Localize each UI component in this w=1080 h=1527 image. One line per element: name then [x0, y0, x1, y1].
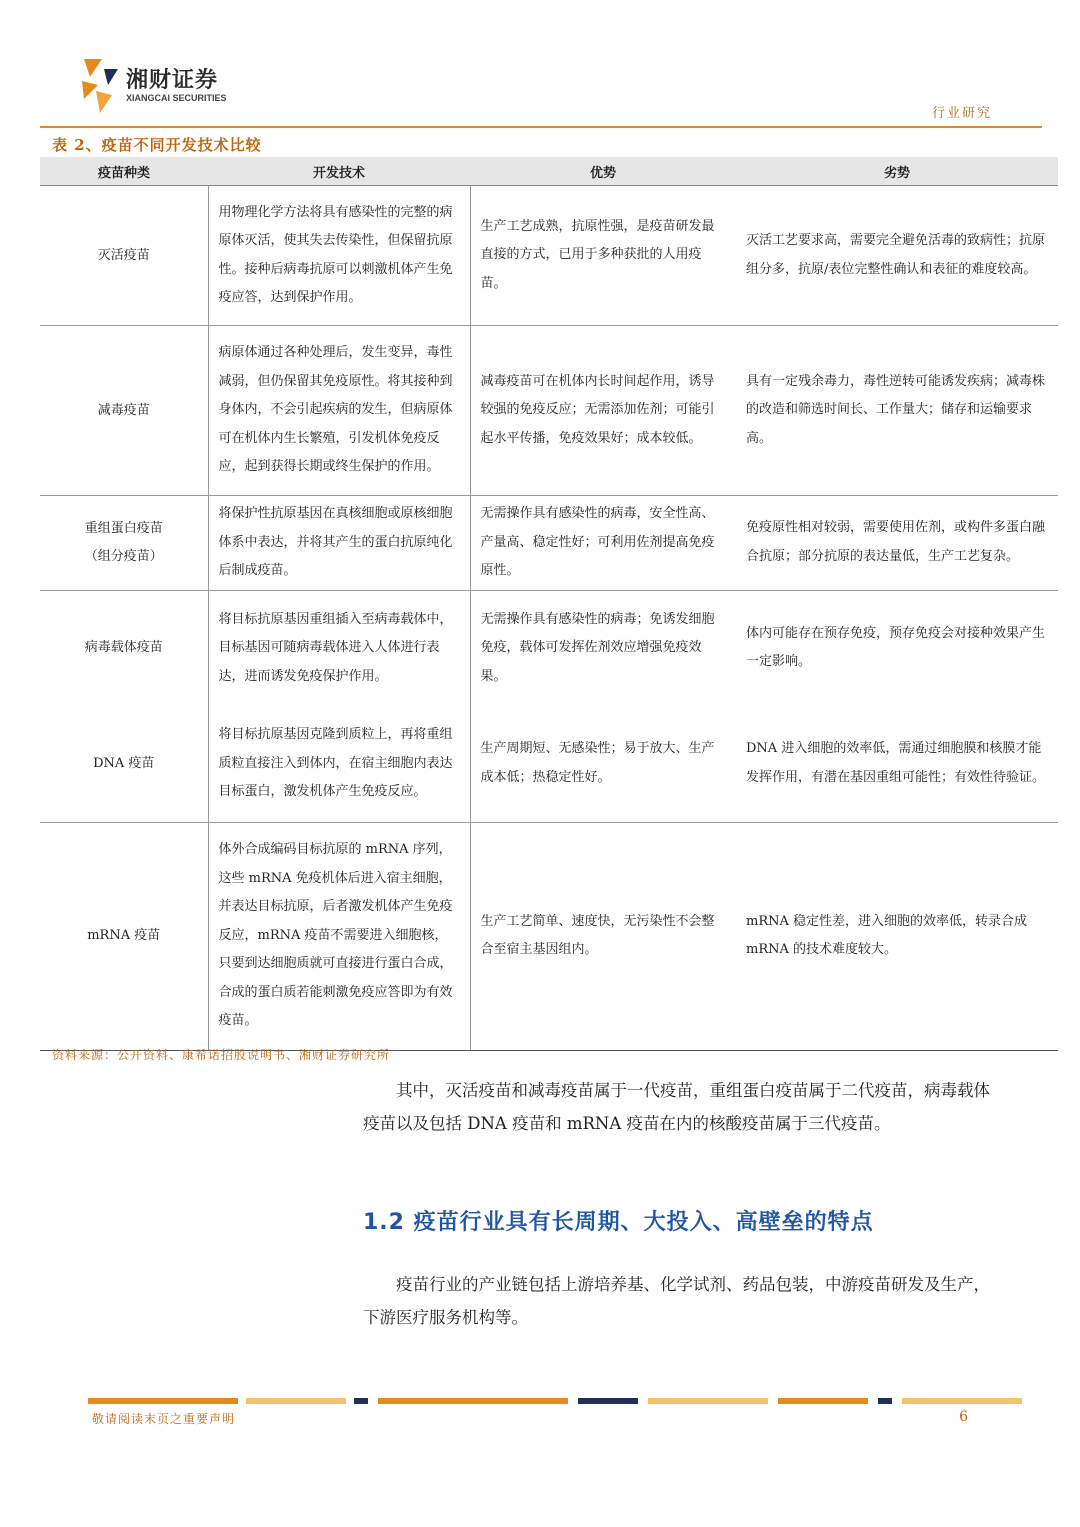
advantage-cell: 无需操作具有感染性的病毒；免诱发细胞免疫，载体可发挥佐剂效应增强免疫效果。	[480, 611, 715, 684]
section-heading: 1.2 疫苗行业具有长周期、大投入、高壁垒的特点	[363, 1210, 874, 1235]
disadvantage-cell: DNA 进入细胞的效率低，需通过细胞膜和核膜才能发挥作用，有潜在基因重组可能性；有效性待验证。	[736, 706, 1058, 822]
technology-cell: 病原体通过各种处理后，发生变异，毒性减弱，但仍保留其免疫原性。将其接种到身体内，不会引起疾病的发生，但病原体可在机体内生长繁殖，引发机体免疫反应，起到获得长期或终生保护的作用。	[208, 326, 470, 496]
company-logo	[78, 55, 248, 115]
advantage-cell: 生产周期短、无感染性；易于放大、生产成本低；热稳定性好。	[470, 706, 736, 822]
advantage-cell: 生产工艺简单、速度快，无污染性不会整合至宿主基因组内。	[470, 822, 736, 1050]
table-source-note: 资料来源：公开资料、康希诺招股说明书、湘财证券研究所	[52, 1048, 391, 1062]
vaccine-type-cell: DNA 疫苗	[40, 706, 208, 822]
table-row	[40, 496, 1058, 591]
table-row	[40, 590, 1058, 706]
column-header: 劣势	[736, 157, 1058, 186]
body-paragraph: 其中，灭活疫苗和减毒疫苗属于一代疫苗，重组蛋白疫苗属于二代疫苗，病毒载体疫苗以及包括 DNA 疫苗和 mRNA 疫苗在内的核酸疫苗属于三代疫苗。	[363, 1081, 990, 1133]
vaccine-type-cell: 减毒疫苗	[40, 326, 208, 496]
header-divider	[40, 126, 1042, 128]
technology-cell: 用物理化学方法将具有感染性的完整的病原体灭活，使其失去传染性，但保留抗原性。接种后病毒抗原可以刺激机体产生免疫应答，达到保护作用。	[208, 186, 470, 326]
disadvantage-cell: mRNA 稳定性差，进入细胞的效率低，转录合成 mRNA 的技术难度较大。	[736, 822, 1058, 1050]
table-header-row	[40, 157, 1058, 186]
advantage-cell: 减毒疫苗可在机体内长时间起作用，诱导较强的免疫反应；无需添加佐剂；可能引起水平传播，免疫效果好；成本较低。	[470, 326, 736, 496]
technology-cell: 将目标抗原基因克隆到质粒上，再将重组质粒直接注入到体内，在宿主细胞内表达目标蛋白，激发机体产生免疫反应。	[208, 706, 470, 822]
disadvantage-cell: 灭活工艺要求高，需要完全避免活毒的致病性；抗原组分多，抗原/表位完整性确认和表征的难度较高。	[736, 186, 1058, 326]
table-row	[40, 822, 1058, 1050]
disadvantage-cell: 免疫原性相对较弱，需要使用佐剂，或构件多蛋白融合抗原；部分抗原的表达量低，生产工艺复杂。	[736, 496, 1058, 591]
technology-cell: 将目标抗原基因重组插入至病毒载体中，目标基因可随病毒载体进入人体进行表达，进而诱发免疫保护作用。	[208, 590, 470, 706]
page-number: 6	[959, 1409, 968, 1425]
vaccine-type-cell: mRNA 疫苗	[40, 822, 208, 1050]
logo-text-cn: 湘财证券	[126, 68, 219, 93]
body-paragraph: 疫苗行业的产业链包括上游培养基、化学试剂、药品包装，中游疫苗研发及生产，下游医疗服务机构等。	[363, 1275, 990, 1327]
table-row	[40, 326, 1058, 496]
column-header: 疫苗种类	[40, 157, 208, 186]
column-header: 开发技术	[208, 157, 470, 186]
vaccine-type-cell: 病毒载体疫苗	[84, 640, 163, 656]
footer-divider	[88, 1398, 1022, 1404]
vaccine-comparison-table	[40, 157, 1058, 1051]
table-row	[40, 706, 1058, 822]
vaccine-type-name: 重组蛋白疫苗	[84, 520, 163, 536]
disadvantage-cell: 体内可能存在预存免疫，预存免疫会对接种效果产生一定影响。	[746, 625, 1046, 670]
vaccine-type-cell	[40, 496, 208, 591]
vaccine-type-subname: （组分疫苗）	[84, 548, 163, 564]
document-type-label: 行业研究	[931, 106, 992, 121]
advantage-cell: 无需操作具有感染性的病毒，安全性高、产量高、稳定性好；可利用佐剂提高免疫原性。	[470, 496, 736, 591]
technology-cell: 体外合成编码目标抗原的 mRNA 序列，这些 mRNA 免疫机体后进入宿主细胞，并表达目标抗原，后者激发机体产生免疫反应，mRNA 疫苗不需要进入细胞核，只要到达细胞质就可直接进行蛋白合成，合成的蛋白质若能刺激免疫应答即为有效疫苗。	[208, 822, 470, 1050]
logo-text-en: XIANGCAI SECURITIES	[126, 93, 227, 103]
disadvantage-cell: 具有一定残余毒力，毒性逆转可能诱发疾病；减毒株的改造和筛选时间长、工作量大；储存和运输要求高。	[736, 326, 1058, 496]
technology-cell: 将保护性抗原基因在真核细胞或原核细胞体系中表达，并将其产生的蛋白抗原纯化后制成疫苗。	[208, 496, 470, 591]
table-row	[40, 186, 1058, 326]
logo-mark-icon	[78, 55, 120, 115]
vaccine-type-cell: 灭活疫苗	[40, 186, 208, 326]
table-title: 表 2、疫苗不同开发技术比较	[52, 136, 262, 154]
footer-disclaimer: 敬请阅读末页之重要声明	[92, 1412, 236, 1426]
advantage-cell: 生产工艺成熟，抗原性强，是疫苗研发最直接的方式，已用于多种获批的人用疫苗。	[470, 186, 736, 326]
column-header: 优势	[470, 157, 736, 186]
